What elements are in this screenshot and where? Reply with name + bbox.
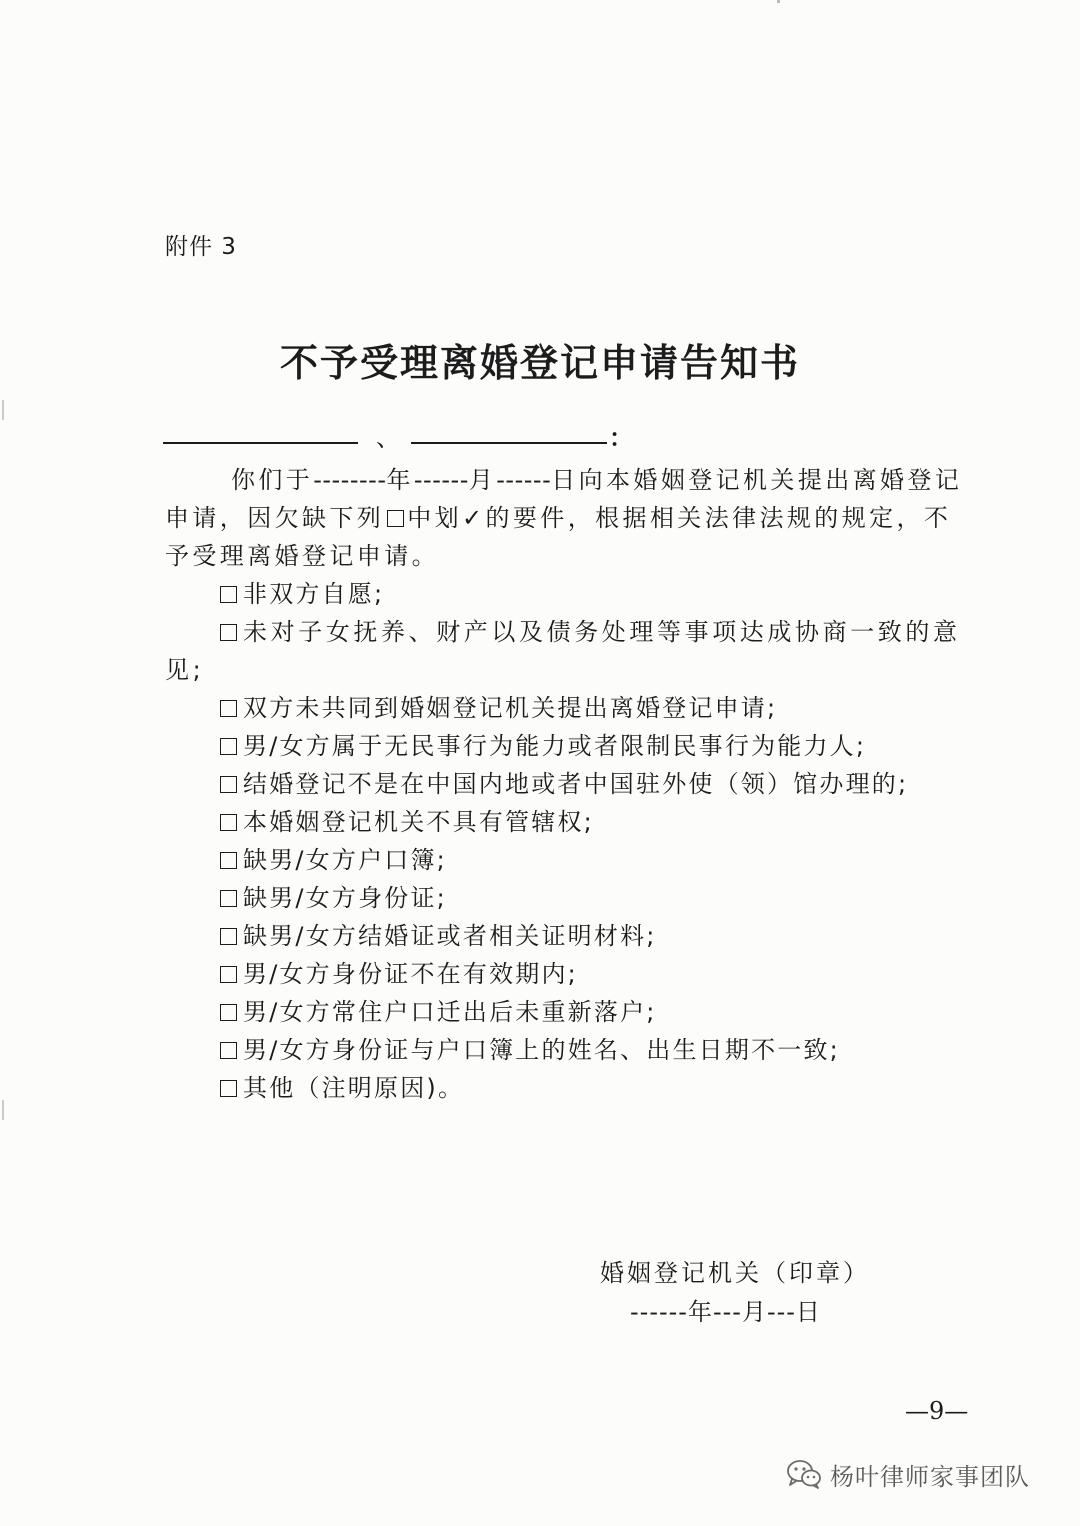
page-number: —9— <box>905 1397 969 1425</box>
list-item: 男/女方属于无民事行为能力或者限制民事行为能力人; <box>165 727 971 765</box>
checkbox-icon[interactable] <box>220 814 237 831</box>
checkbox-icon[interactable] <box>220 852 237 869</box>
attachment-label: 附件 3 <box>165 234 237 260</box>
wechat-icon <box>786 1459 822 1489</box>
list-item: 结婚登记不是在中国内地或者中国驻外使（领）馆办理的; <box>165 765 971 803</box>
checkbox-icon[interactable] <box>220 890 237 907</box>
list-item: 非双方自愿; <box>165 575 971 613</box>
addressee-colon: ： <box>609 424 633 452</box>
checkbox-icon[interactable] <box>220 624 237 641</box>
checkbox-icon[interactable] <box>220 1004 237 1021</box>
list-item: 本婚姻登记机关不具有管辖权; <box>165 803 971 841</box>
signature-date: ------年---月---日 <box>630 1298 821 1326</box>
list-item: 其他（注明原因)。 <box>165 1069 971 1107</box>
month-label: 月 <box>468 466 497 494</box>
checkbox-icon[interactable] <box>220 966 237 983</box>
intro-text-3: 中划✓的要件，根据相关法律法规的规定，不予受理离婚登记申请。 <box>165 504 952 570</box>
blank-month: ------ <box>413 466 469 494</box>
intro-text-1: 你们于 <box>231 466 314 494</box>
signature-authority: 婚姻登记机关（印章） <box>600 1259 870 1287</box>
list-item: 缺男/女方结婚证或者相关证明材料; <box>165 917 971 955</box>
watermark-text: 杨叶律师家事团队 <box>830 1462 1030 1491</box>
intro-paragraph <box>165 461 971 575</box>
addressee-line <box>163 418 643 452</box>
checkbox-icon[interactable] <box>220 1080 237 1097</box>
list-item: 男/女方身份证不在有效期内; <box>165 955 971 993</box>
addressee-blank-1 <box>163 442 358 444</box>
list-item: 男/女方常住户口迁出后未重新落户; <box>165 993 971 1031</box>
checkbox-icon[interactable] <box>220 738 237 755</box>
blank-day: ------ <box>496 466 552 494</box>
watermark <box>786 1457 1030 1491</box>
checkbox-icon[interactable] <box>220 586 237 603</box>
checkbox-icon[interactable] <box>220 700 237 717</box>
addressee-blank-2 <box>411 442 607 444</box>
checkbox-icon[interactable] <box>220 928 237 945</box>
list-item: 缺男/女方户口簿; <box>165 841 971 879</box>
list-item: 男/女方身份证与户口簿上的姓名、出生日期不一致; <box>165 1031 971 1069</box>
requirement-list <box>165 575 971 1107</box>
document-title: 不予受理离婚登记申请告知书 <box>279 340 800 385</box>
list-item: 双方未共同到婚姻登记机关提出离婚登记申请; <box>165 689 971 727</box>
year-label: 年 <box>386 466 414 494</box>
scan-edge-mark <box>2 400 4 420</box>
checkbox-icon <box>387 510 404 527</box>
list-item: 缺男/女方身份证; <box>165 879 971 917</box>
checkbox-icon[interactable] <box>220 776 237 793</box>
addressee-separator: 、 <box>376 424 400 452</box>
blank-year: -------- <box>313 466 387 494</box>
scan-edge-mark <box>777 0 780 3</box>
intro-text-2: 日向本婚姻登记机关提出离婚登记申请，因欠缺下列 <box>165 466 963 532</box>
scan-edge-mark <box>2 1100 4 1120</box>
checkbox-icon[interactable] <box>220 1042 237 1059</box>
list-item: 未对子女抚养、财产以及债务处理等事项达成协商一致的意见; <box>165 618 961 684</box>
